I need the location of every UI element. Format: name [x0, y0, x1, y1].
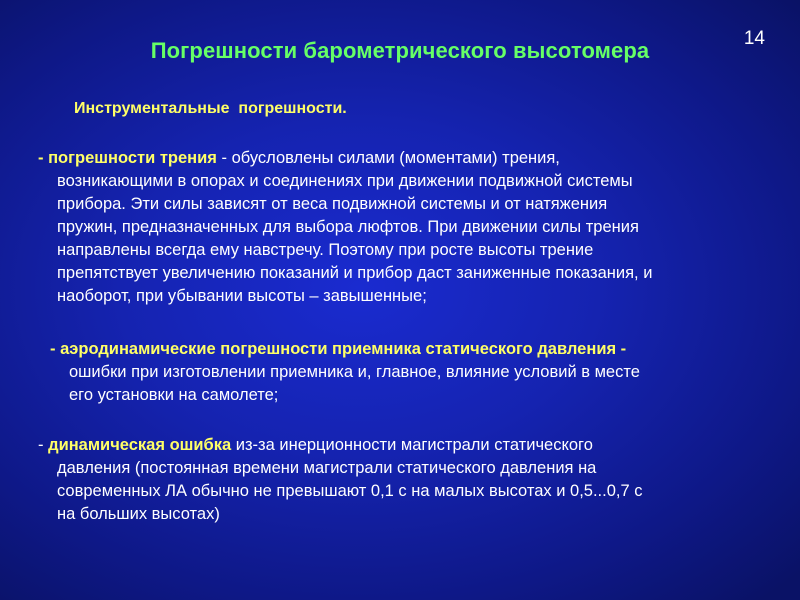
first-line-text: из-за инерционности магистрали статического [231, 436, 593, 454]
slide-title: Погрешности барометрического высотомера [150, 38, 650, 63]
bullet-dash: - [38, 436, 49, 454]
paragraph-line: прибора. Эти силы зависят от веса подвижной системы и от натяжения [57, 195, 608, 213]
paragraph-line: возникающими в опорах и соединениях при движении подвижной системы [57, 172, 633, 190]
paragraph-line: направлены всегда ему навстречу. Поэтому при росте высоты трение [57, 241, 594, 259]
paragraph-first-line [38, 434, 778, 457]
slide-number: 14 [743, 28, 765, 49]
paragraph-line: давления (постоянная времени магистрали статического давления на [57, 459, 597, 477]
bullet-dash: - [38, 149, 49, 167]
term-dynamic-error: динамическая ошибка [48, 436, 232, 454]
paragraph-line: на больших высотах) [57, 505, 220, 523]
paragraph-aerodynamic-errors [50, 338, 790, 407]
bullet-dash: - [50, 340, 61, 358]
paragraph-line: пружин, предназначенных для выбора люфтов. При движении силы трения [57, 218, 639, 236]
paragraph-first-line [50, 338, 790, 361]
term-friction-errors: погрешности трения [48, 149, 217, 167]
first-line-text: - обусловлены силами (моментами) трения, [216, 149, 560, 167]
paragraph-dynamic-error [38, 434, 778, 526]
paragraph-first-line [38, 147, 778, 170]
paragraph-line: ошибки при изготовлении приемника и, главное, влияние условий в месте [69, 363, 640, 381]
paragraph-line: препятствует увеличению показаний и прибор даст заниженные показания, и [57, 264, 653, 282]
paragraph-friction-errors [38, 147, 778, 308]
paragraph-line: наоборот, при убывании высоты – завышенные; [57, 287, 427, 305]
term-aerodynamic-errors: аэродинамические погрешности приемника статического давления - [60, 340, 627, 358]
paragraph-line: его установки на самолете; [69, 386, 279, 404]
slide-subtitle: Инструментальные погрешности. [74, 100, 347, 117]
paragraph-line: современных ЛА обычно не превышают 0,1 с на малых высотах и 0,5...0,7 с [57, 482, 643, 500]
